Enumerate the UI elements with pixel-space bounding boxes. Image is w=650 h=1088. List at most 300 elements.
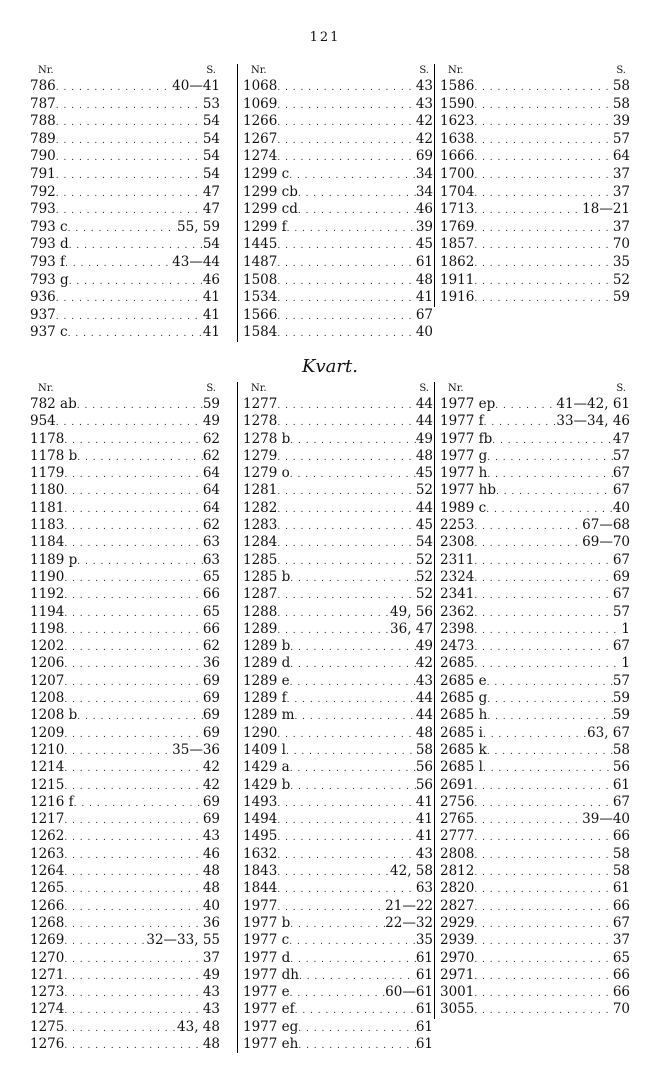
index-entry <box>243 236 433 254</box>
entry-page: 42 <box>202 776 220 793</box>
entry-page: 43 <box>415 672 433 689</box>
entry-page: 18—21 <box>582 201 630 218</box>
entry-number: 1977 eg <box>243 1018 299 1035</box>
entry-page: 22—32 <box>385 914 433 931</box>
entry-number: 1508 <box>243 271 278 288</box>
entry-page: 64 <box>612 148 630 165</box>
index-entry <box>30 967 220 984</box>
column-header <box>440 64 630 78</box>
index-entry <box>30 1019 220 1036</box>
index-entry <box>440 828 630 845</box>
index-entry <box>440 534 630 551</box>
index-entry <box>30 289 220 307</box>
entry-page: 55, 59 <box>177 218 220 235</box>
entry-page: 45 <box>415 465 433 482</box>
entry-page: 54 <box>202 130 220 147</box>
entry-number: 1977 d <box>243 949 291 966</box>
index-entry <box>30 638 220 655</box>
entry-page: 47 <box>612 430 630 447</box>
index-entry <box>243 950 433 967</box>
column-header-nr: Nr. <box>251 383 267 394</box>
entry-page: 43, 48 <box>177 1018 220 1035</box>
entry-page: 54 <box>202 113 220 130</box>
entry-number: 1181 <box>30 499 65 516</box>
entry-page: 48 <box>415 724 433 741</box>
entry-page: 61 <box>612 776 630 793</box>
entry-page: 66 <box>612 897 630 914</box>
index-entry <box>30 324 220 342</box>
index-entry <box>30 932 220 949</box>
entry-number: 1278 <box>243 413 278 430</box>
index-entry <box>30 794 220 811</box>
column-header-s: S. <box>206 65 216 76</box>
index-entry <box>243 621 433 638</box>
entry-number: 2971 <box>440 966 475 983</box>
entry-page: 62 <box>202 430 220 447</box>
entry-page: 33—34, 46 <box>556 413 630 430</box>
index-entry <box>30 431 220 448</box>
index-entry <box>440 465 630 482</box>
column-header-s: S. <box>419 65 429 76</box>
index-entry <box>440 413 630 430</box>
entry-number: 1276 <box>30 1035 65 1052</box>
entry-page: 45 <box>415 517 433 534</box>
column-header <box>30 382 220 396</box>
entry-number: 1265 <box>30 880 65 897</box>
index-entry <box>30 915 220 932</box>
entry-number: 1299 c <box>243 165 290 182</box>
index-entry <box>440 500 630 517</box>
entry-page: 41 <box>415 793 433 810</box>
entry-page: 62 <box>202 447 220 464</box>
index-entry <box>440 846 630 863</box>
entry-page: 43 <box>415 845 433 862</box>
entry-number: 2685 e <box>440 672 487 689</box>
column-header <box>243 64 433 78</box>
index-entry <box>30 742 220 759</box>
entry-number: 2362 <box>440 603 475 620</box>
entry-page: 49, 56 <box>390 603 433 620</box>
entry-number: 1977 hb <box>440 482 496 499</box>
entry-number: 954 <box>30 413 56 430</box>
entry-number: 1194 <box>30 603 65 620</box>
entry-number: 2765 <box>440 811 475 828</box>
entry-number: 1217 <box>30 811 65 828</box>
index-entry <box>243 448 433 465</box>
index-entry <box>30 880 220 897</box>
entry-number: 1208 b <box>30 707 78 724</box>
index-entry <box>440 431 630 448</box>
index-entry <box>243 131 433 149</box>
entry-page: 44 <box>415 690 433 707</box>
entry-page: 37 <box>202 949 220 966</box>
entry-number: 1189 p <box>30 551 78 568</box>
index-entry <box>440 604 630 621</box>
entry-number: 3055 <box>440 1001 475 1018</box>
entry-number: 2929 <box>440 914 475 931</box>
index-entry <box>30 846 220 863</box>
entry-number: 1198 <box>30 620 65 637</box>
entry-page: 40 <box>415 324 433 341</box>
index-entry <box>440 131 630 149</box>
entry-number: 3001 <box>440 984 475 1001</box>
entry-number: 791 <box>30 165 56 182</box>
entry-page: 69 <box>612 568 630 585</box>
entry-page: 45 <box>415 236 433 253</box>
entry-page: 59 <box>612 707 630 724</box>
index-entry <box>243 96 433 114</box>
index-entry <box>243 78 433 96</box>
entry-number: 1288 <box>243 603 278 620</box>
entry-page: 60—61 <box>385 984 433 1001</box>
index-entry <box>440 638 630 655</box>
entry-page: 67 <box>612 586 630 603</box>
entry-page: 44 <box>415 499 433 516</box>
entry-number: 1283 <box>243 517 278 534</box>
dot-leader <box>474 1001 612 1020</box>
entry-page: 37 <box>612 218 630 235</box>
entry-page: 43—44 <box>172 253 220 270</box>
entry-number: 1445 <box>243 236 278 253</box>
entry-page: 49 <box>202 966 220 983</box>
index-entry <box>440 201 630 219</box>
index-entry <box>30 219 220 237</box>
index-entry <box>440 880 630 897</box>
column-header-nr: Nr. <box>448 65 464 76</box>
index-entry <box>440 932 630 949</box>
entry-page: 64 <box>202 465 220 482</box>
entry-page: 58 <box>612 863 630 880</box>
entry-page: 54 <box>202 148 220 165</box>
entry-page: 34 <box>415 183 433 200</box>
entry-page: 61 <box>415 966 433 983</box>
index-entry <box>30 1036 220 1053</box>
entry-number: 1977 e <box>243 984 290 1001</box>
index-entry <box>30 517 220 534</box>
entry-page: 43 <box>415 78 433 94</box>
index-entry <box>30 1001 220 1018</box>
index-entry <box>243 431 433 448</box>
index-entry <box>30 759 220 776</box>
entry-number: 1977 b <box>243 914 291 931</box>
entry-page: 57 <box>612 447 630 464</box>
entry-number: 1487 <box>243 253 278 270</box>
entry-number: 1289 m <box>243 707 295 724</box>
entry-page: 42 <box>202 759 220 776</box>
entry-page: 1 <box>621 620 630 637</box>
entry-page: 66 <box>202 620 220 637</box>
entry-page: 67 <box>612 638 630 655</box>
entry-page: 34 <box>415 165 433 182</box>
index-entry <box>243 500 433 517</box>
index-entry <box>30 482 220 499</box>
entry-number: 937 <box>30 306 56 323</box>
index-entry <box>243 1019 433 1036</box>
entry-page: 62 <box>202 517 220 534</box>
entry-page: 65 <box>612 949 630 966</box>
entry-number: 1977 g <box>440 447 488 464</box>
entry-page: 67 <box>612 551 630 568</box>
index-entry <box>243 915 433 932</box>
entry-number: 1183 <box>30 517 65 534</box>
index-entry <box>440 569 630 586</box>
index-entry <box>30 707 220 724</box>
index-entry <box>30 569 220 586</box>
index-entry <box>440 78 630 96</box>
entry-page: 67 <box>612 465 630 482</box>
entry-number: 790 <box>30 148 56 165</box>
entry-page: 48 <box>202 1035 220 1052</box>
entry-number: 1666 <box>440 148 475 165</box>
index-entry <box>440 219 630 237</box>
entry-page: 41 <box>415 811 433 828</box>
entry-page: 63 <box>202 551 220 568</box>
index-entry <box>30 586 220 603</box>
entry-number: 1429 a <box>243 759 290 776</box>
index-entry <box>243 777 433 794</box>
entry-number: 1068 <box>243 78 278 94</box>
index-entry <box>30 201 220 219</box>
index-entry <box>30 113 220 131</box>
index-entry <box>30 673 220 690</box>
index-entry <box>243 534 433 551</box>
entry-number: 1267 <box>243 130 278 147</box>
entry-page: 52 <box>415 568 433 585</box>
entry-page: 64 <box>202 499 220 516</box>
entry-page: 48 <box>415 271 433 288</box>
entry-number: 2685 k <box>440 741 487 758</box>
entry-page: 69 <box>202 690 220 707</box>
index-entry <box>243 552 433 569</box>
entry-page: 39 <box>415 218 433 235</box>
index-entry <box>243 742 433 759</box>
column-header-nr: Nr. <box>38 65 54 76</box>
entry-page: 52 <box>415 482 433 499</box>
entry-number: 2939 <box>440 932 475 949</box>
entry-number: 1210 <box>30 741 65 758</box>
entry-page: 49 <box>202 413 220 430</box>
entry-page: 61 <box>415 1018 433 1035</box>
entry-page: 61 <box>415 1001 433 1018</box>
column-header-s: S. <box>206 383 216 394</box>
entry-number: 1989 c <box>440 499 487 516</box>
entry-number: 2827 <box>440 897 475 914</box>
entry-number: 1977 <box>243 897 278 914</box>
entry-number: 1494 <box>243 811 278 828</box>
entry-number: 1977 dh <box>243 966 299 983</box>
entry-number: 2308 <box>440 534 475 551</box>
index-entry <box>30 236 220 254</box>
entry-number: 793 c <box>30 218 68 235</box>
index-entry <box>30 413 220 430</box>
index-entry <box>30 811 220 828</box>
entry-number: 1277 <box>243 396 278 412</box>
index-entry <box>243 1001 433 1018</box>
entry-page: 43 <box>202 1001 220 1018</box>
entry-number: 1287 <box>243 586 278 603</box>
entry-page: 63, 67 <box>587 724 630 741</box>
entry-number: 1279 o <box>243 465 290 482</box>
entry-number: 793 g <box>30 271 69 288</box>
entry-number: 1977 h <box>440 465 488 482</box>
index-entry <box>30 898 220 915</box>
entry-page: 40—41 <box>172 78 220 94</box>
entry-number: 1916 <box>440 289 475 306</box>
index-entry <box>440 517 630 534</box>
index-entry <box>440 272 630 290</box>
entry-number: 2324 <box>440 568 475 585</box>
entry-number: 2398 <box>440 620 475 637</box>
index-column <box>434 64 630 307</box>
entry-number: 1279 <box>243 447 278 464</box>
entry-number: 2691 <box>440 776 475 793</box>
entry-number: 1911 <box>440 271 475 288</box>
entry-page: 39—40 <box>582 811 630 828</box>
index-entry <box>440 655 630 672</box>
entry-number: 1184 <box>30 534 65 551</box>
index-entry <box>440 396 630 413</box>
entry-number: 2777 <box>440 828 475 845</box>
entry-page: 70 <box>612 236 630 253</box>
entry-page: 57 <box>612 672 630 689</box>
index-entry <box>30 500 220 517</box>
entry-number: 1632 <box>243 845 278 862</box>
entry-number: 2812 <box>440 863 475 880</box>
index-entry <box>30 272 220 290</box>
index-entry <box>243 846 433 863</box>
entry-number: 1843 <box>243 863 278 880</box>
entry-number: 1704 <box>440 183 475 200</box>
index-entry <box>440 690 630 707</box>
column-header-s: S. <box>616 65 626 76</box>
entry-number: 793 f <box>30 253 66 270</box>
entry-page: 41—42, 61 <box>556 396 630 412</box>
entry-number: 1215 <box>30 776 65 793</box>
page-number: 121 <box>309 30 341 45</box>
index-entry <box>440 725 630 742</box>
index-entry <box>440 184 630 202</box>
entry-page: 61 <box>415 1035 433 1052</box>
column-header-nr: Nr. <box>251 65 267 76</box>
entry-page: 39 <box>612 113 630 130</box>
entry-page: 44 <box>415 413 433 430</box>
index-entry <box>243 289 433 307</box>
dot-leader <box>474 289 612 309</box>
entry-page: 67 <box>612 482 630 499</box>
entry-page: 37 <box>612 932 630 949</box>
entry-number: 2685 l <box>440 759 483 776</box>
index-entry <box>440 898 630 915</box>
index-entry <box>243 184 433 202</box>
index-entry <box>440 552 630 569</box>
entry-page: 42, 58 <box>390 863 433 880</box>
index-entry <box>243 113 433 131</box>
entry-number: 1769 <box>440 218 475 235</box>
entry-number: 1264 <box>30 863 65 880</box>
entry-page: 65 <box>202 568 220 585</box>
entry-number: 2685 g <box>440 690 488 707</box>
column-header-s: S. <box>616 383 626 394</box>
entry-page: 53 <box>202 95 220 112</box>
entry-number: 2311 <box>440 551 475 568</box>
entry-page: 36, 47 <box>390 620 433 637</box>
entry-page: 1 <box>621 655 630 672</box>
entry-number: 1069 <box>243 95 278 112</box>
dot-leader <box>68 324 203 344</box>
entry-page: 52 <box>415 551 433 568</box>
entry-number: 787 <box>30 95 56 112</box>
entry-number: 1214 <box>30 759 65 776</box>
index-entry <box>243 1036 433 1053</box>
entry-number: 1266 <box>30 897 65 914</box>
index-entry <box>30 534 220 551</box>
index-entry <box>440 915 630 932</box>
entry-number: 793 d <box>30 236 69 253</box>
entry-number: 2685 h <box>440 707 488 724</box>
entry-page: 65 <box>202 603 220 620</box>
entry-number: 2808 <box>440 845 475 862</box>
index-entry <box>440 967 630 984</box>
index-entry <box>243 759 433 776</box>
entry-number: 789 <box>30 130 56 147</box>
index-column <box>237 382 433 1053</box>
entry-page: 59 <box>202 396 220 412</box>
index-entry <box>243 219 433 237</box>
index-entry <box>243 604 433 621</box>
index-entry <box>440 586 630 603</box>
column-header <box>440 382 630 396</box>
index-entry <box>243 148 433 166</box>
entry-page: 52 <box>415 586 433 603</box>
entry-number: 1566 <box>243 306 278 323</box>
index-entry <box>440 777 630 794</box>
entry-page: 49 <box>415 430 433 447</box>
entry-number: 1289 <box>243 620 278 637</box>
index-entry <box>30 184 220 202</box>
index-entry <box>30 307 220 325</box>
entry-number: 1208 <box>30 690 65 707</box>
entry-page: 59 <box>612 690 630 707</box>
entry-number: 1192 <box>30 586 65 603</box>
entry-number: 1623 <box>440 113 475 130</box>
index-entry <box>440 863 630 880</box>
entry-page: 54 <box>415 534 433 551</box>
index-entry <box>243 898 433 915</box>
index-entry <box>30 950 220 967</box>
index-entry <box>440 96 630 114</box>
index-entry <box>243 396 433 413</box>
index-entry <box>243 307 433 325</box>
entry-page: 32—33, 55 <box>146 932 220 949</box>
entry-page: 62 <box>202 638 220 655</box>
column-header-nr: Nr. <box>448 383 464 394</box>
entry-page: 63 <box>202 534 220 551</box>
entry-page: 66 <box>612 984 630 1001</box>
entry-page: 66 <box>202 586 220 603</box>
entry-page: 46 <box>202 271 220 288</box>
entry-number: 1269 <box>30 932 65 949</box>
entry-number: 2341 <box>440 586 475 603</box>
entry-page: 36 <box>202 914 220 931</box>
entry-number: 1178 <box>30 430 65 447</box>
entry-number: 2756 <box>440 793 475 810</box>
entry-page: 42 <box>415 113 433 130</box>
index-entry <box>243 794 433 811</box>
index-entry <box>243 673 433 690</box>
entry-page: 57 <box>612 130 630 147</box>
entry-number: 1299 cb <box>243 183 298 200</box>
index-entry <box>30 78 220 96</box>
